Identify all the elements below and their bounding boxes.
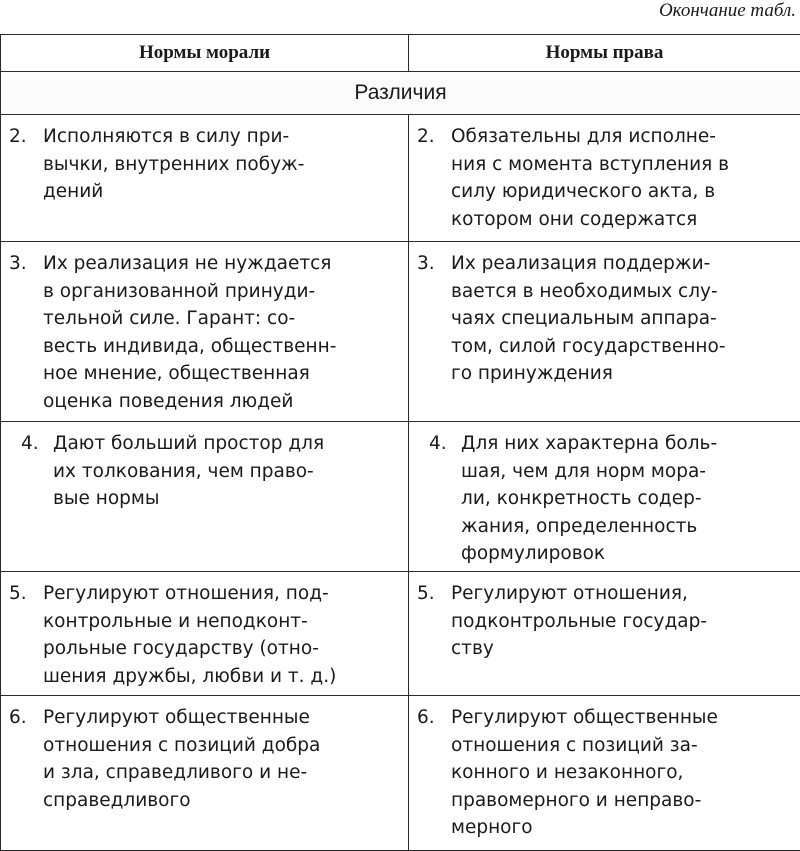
table-row [1, 422, 800, 572]
item-number: 2. [1, 123, 43, 206]
law-cell [409, 115, 800, 242]
item-number: 2. [409, 123, 451, 233]
header-morality-norms: Нормы морали [1, 35, 409, 72]
item-text: Исполняются в силу при- вычки, внутренних побуж- дений [43, 123, 408, 206]
law-cell [409, 422, 800, 572]
table-row [1, 696, 800, 851]
morality-cell [1, 572, 409, 696]
section-row [1, 72, 800, 115]
item-number: 4. [1, 430, 53, 513]
item-number: 4. [409, 430, 461, 568]
item-number: 6. [409, 704, 451, 842]
morality-cell [1, 242, 409, 422]
law-cell [409, 696, 800, 851]
comparison-table [0, 34, 800, 851]
item-text: Регулируют отношения, под- контрольные и неподконт- рольные государству (отно- шения дружбы, любви и т. д.) [43, 580, 408, 690]
item-text: Регулируют общественные отношения с позиций добра и зла, справедливого и не- справедливого [43, 704, 408, 814]
item-text: Для них характерна боль- шая, чем для норм мора- ли, конкретность содер- жания, определенность формулировок [461, 430, 800, 568]
header-row [1, 35, 800, 72]
morality-cell [1, 115, 409, 242]
item-number: 3. [1, 250, 43, 415]
law-cell [409, 242, 800, 422]
item-number: 5. [409, 580, 451, 663]
item-text: Дают больший простор для их толкования, чем право- вые нормы [53, 430, 408, 513]
section-title: Различия [1, 72, 800, 115]
header-law-norms: Нормы права [409, 35, 800, 72]
item-text: Обязательны для исполне- ния с момента вступления в силу юридического акта, в котором они содержатся [451, 123, 800, 233]
item-text: Их реализация не нуждается в организованной принуди- тельной силе. Гарант: со- весть индивида, общественн- ное мнение, общественная оценка поведения людей [43, 250, 408, 415]
table-caption: Окончание табл. [659, 0, 796, 22]
item-number: 3. [409, 250, 451, 388]
item-text: Их реализация поддержи- вается в необходимых слу- чаях специальным аппара- том, силой государственно- го принуждения [451, 250, 800, 388]
morality-cell [1, 696, 409, 851]
table-row [1, 572, 800, 696]
item-text: Регулируют общественные отношения с позиций за- конного и незаконного, правомерного и неправо- мерного [451, 704, 800, 842]
table-row [1, 115, 800, 242]
law-cell [409, 572, 800, 696]
item-text: Регулируют отношения, подконтрольные государ- ству [451, 580, 800, 663]
morality-cell [1, 422, 409, 572]
item-number: 5. [1, 580, 43, 690]
table-row [1, 242, 800, 422]
item-number: 6. [1, 704, 43, 814]
